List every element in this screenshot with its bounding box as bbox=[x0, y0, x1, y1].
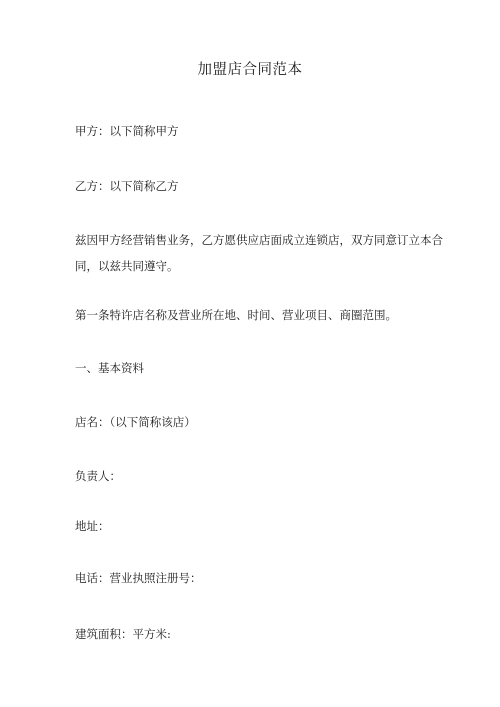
party-b-line: 乙方：以下简称乙方 bbox=[75, 179, 179, 193]
area-field: 建筑面积：平方米: bbox=[75, 627, 171, 641]
address-field: 地址： bbox=[75, 519, 110, 533]
section-basic-info-heading: 一、基本资料 bbox=[75, 361, 144, 375]
intro-paragraph-line-2: 同，以兹共同遵守。 bbox=[75, 259, 179, 273]
manager-field: 负责人： bbox=[75, 469, 121, 483]
party-a-line: 甲方：以下简称甲方 bbox=[75, 124, 179, 138]
article-one-heading: 第一条特许店名称及营业所在地、时间、营业项目、商圈范围。 bbox=[75, 308, 397, 322]
phone-license-field: 电话：营业执照注册号： bbox=[75, 571, 202, 585]
intro-paragraph-line-1: 兹因甲方经营销售业务，乙方愿供应店面成立连锁店，双方同意订立本合 bbox=[75, 233, 443, 247]
document-title: 加盟店合同范本 bbox=[197, 62, 303, 78]
store-name-field: 店名：（以下简称该店） bbox=[75, 415, 196, 429]
